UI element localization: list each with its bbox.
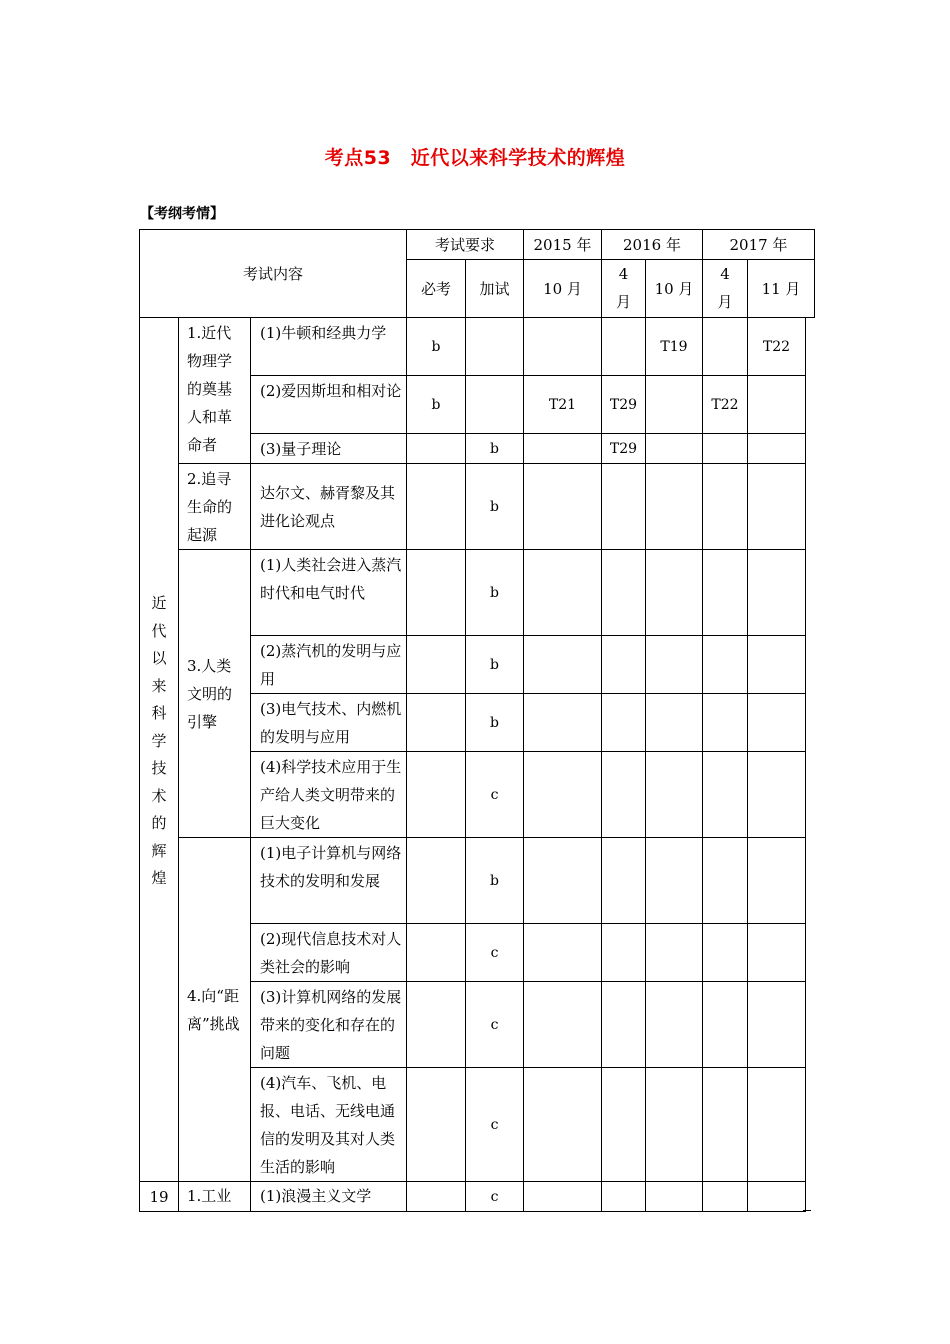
exam-2017-nov-cell xyxy=(748,434,806,464)
exam-2016-apr-cell xyxy=(602,838,646,924)
exam-2017-nov-cell xyxy=(748,982,806,1068)
exam-2015-oct-cell xyxy=(524,318,602,376)
bikao-cell xyxy=(407,924,466,982)
exam-2016-oct-cell xyxy=(646,1068,703,1182)
jiashi-cell xyxy=(466,376,524,434)
item-cell: (3)计算机网络的发展带来的变化和存在的问题 xyxy=(251,982,407,1068)
exam-2016-apr-cell xyxy=(602,550,646,636)
exam-2015-oct-cell xyxy=(524,464,602,550)
bikao-cell xyxy=(407,1068,466,1182)
exam-2017-nov-cell: T22 xyxy=(748,318,806,376)
exam-2016-oct-cell xyxy=(646,924,703,982)
table-row xyxy=(140,838,815,924)
jiashi-cell: b xyxy=(466,550,524,636)
exam-2016-apr-cell xyxy=(602,924,646,982)
item-cell: (1)浪漫主义文学 xyxy=(251,1182,407,1212)
jiashi-cell: c xyxy=(466,982,524,1068)
exam-2017-apr-cell: T22 xyxy=(703,376,748,434)
item-cell: (4)汽车、飞机、电报、电话、无线电通信的发明及其对人类生活的影响 xyxy=(251,1068,407,1182)
header-2016-apr: 4 月 xyxy=(602,260,646,318)
exam-2017-nov-cell xyxy=(748,1068,806,1182)
exam-2017-nov-cell xyxy=(748,376,806,434)
jiashi-cell: b xyxy=(466,464,524,550)
item-cell: (1)牛顿和经典力学 xyxy=(251,318,407,376)
exam-2015-oct-cell xyxy=(524,982,602,1068)
header-2016-oct: 10 月 xyxy=(646,260,703,318)
header-2017-nov: 11 月 xyxy=(748,260,815,318)
item-cell: (1)电子计算机与网络技术的发明和发展 xyxy=(251,838,407,924)
jiashi-cell: b xyxy=(466,694,524,752)
exam-2015-oct-cell xyxy=(524,838,602,924)
header-2015-oct: 10 月 xyxy=(524,260,602,318)
exam-2015-oct-cell xyxy=(524,924,602,982)
header-year-2015: 2015 年 xyxy=(524,230,602,260)
exam-2017-nov-cell xyxy=(748,694,806,752)
item-cell: 达尔文、赫胥黎及其进化论观点 xyxy=(251,464,407,550)
theme-label: 近 代 以 来 科 学 技 术 的 辉 煌 xyxy=(151,594,167,887)
exam-2016-apr-cell xyxy=(602,982,646,1068)
exam-2016-oct-cell xyxy=(646,838,703,924)
header-jiashi: 加试 xyxy=(466,260,524,318)
table-row xyxy=(140,550,815,636)
table-row xyxy=(140,1182,815,1212)
header-bikao: 必考 xyxy=(407,260,466,318)
bikao-cell: b xyxy=(407,376,466,434)
bikao-cell xyxy=(407,838,466,924)
item-cell: (2)现代信息技术对人类社会的影响 xyxy=(251,924,407,982)
jiashi-cell: c xyxy=(466,1182,524,1212)
exam-2016-apr-cell xyxy=(602,752,646,838)
exam-2015-oct-cell: T21 xyxy=(524,376,602,434)
topic-2: 2.追寻生命的起源 xyxy=(179,464,251,550)
exam-2017-nov-cell xyxy=(748,550,806,636)
exam-2017-nov-cell xyxy=(748,838,806,924)
item-cell: (2)爱因斯坦和相对论 xyxy=(251,376,407,434)
exam-2017-apr-cell xyxy=(703,838,748,924)
exam-2016-apr-cell xyxy=(602,694,646,752)
header-year-2017: 2017 年 xyxy=(703,230,815,260)
exam-2016-apr-cell xyxy=(602,318,646,376)
bikao-cell xyxy=(407,982,466,1068)
exam-2015-oct-cell xyxy=(524,752,602,838)
header-2017-apr: 4 月 xyxy=(703,260,748,318)
exam-2016-oct-cell xyxy=(646,982,703,1068)
exam-2016-oct-cell xyxy=(646,694,703,752)
bikao-cell xyxy=(407,550,466,636)
exam-2015-oct-cell xyxy=(524,636,602,694)
exam-2016-oct-cell xyxy=(646,376,703,434)
jiashi-cell: b xyxy=(466,838,524,924)
bikao-cell xyxy=(407,464,466,550)
bikao-cell xyxy=(407,636,466,694)
exam-2016-apr-cell xyxy=(602,464,646,550)
item-cell: (4)科学技术应用于生产给人类文明带来的巨大变化 xyxy=(251,752,407,838)
exam-2017-nov-cell xyxy=(748,636,806,694)
header-content: 考试内容 xyxy=(140,230,407,318)
table-row xyxy=(140,318,815,376)
exam-2016-apr-cell xyxy=(602,1068,646,1182)
exam-2017-apr-cell xyxy=(703,464,748,550)
page-title: 考点53 近代以来科学技术的辉煌 xyxy=(324,147,626,169)
header-year-2016: 2016 年 xyxy=(602,230,703,260)
table-edge-stub xyxy=(803,1210,811,1211)
exam-2017-apr-cell xyxy=(703,318,748,376)
exam-2017-apr-cell xyxy=(703,694,748,752)
topic-3: 3.人类文明的引擎 xyxy=(179,550,251,838)
exam-2016-apr-cell: T29 xyxy=(602,376,646,434)
exam-2016-apr-cell: T29 xyxy=(602,434,646,464)
topic-1: 1.近代物理学的奠基人和革命者 xyxy=(179,318,251,464)
bikao-cell xyxy=(407,1182,466,1212)
exam-2017-nov-cell xyxy=(748,924,806,982)
exam-2016-oct-cell xyxy=(646,752,703,838)
table-row xyxy=(140,464,815,550)
exam-2015-oct-cell xyxy=(524,550,602,636)
header-row-1 xyxy=(140,230,815,260)
exam-2015-oct-cell xyxy=(524,1068,602,1182)
jiashi-cell: c xyxy=(466,752,524,838)
topic-next: 1.工业 xyxy=(179,1182,251,1212)
exam-2017-apr-cell xyxy=(703,550,748,636)
exam-2017-apr-cell xyxy=(703,636,748,694)
jiashi-cell: b xyxy=(466,434,524,464)
exam-2016-oct-cell xyxy=(646,434,703,464)
exam-2016-apr-cell xyxy=(602,636,646,694)
jiashi-cell: c xyxy=(466,1068,524,1182)
exam-2015-oct-cell xyxy=(524,434,602,464)
item-cell: (2)蒸汽机的发明与应用 xyxy=(251,636,407,694)
exam-2016-oct-cell xyxy=(646,550,703,636)
theme-cell xyxy=(140,318,179,1182)
bikao-cell: b xyxy=(407,318,466,376)
section-heading: 【考纲考情】 xyxy=(140,206,224,222)
jiashi-cell xyxy=(466,318,524,376)
exam-2017-nov-cell xyxy=(748,464,806,550)
bikao-cell xyxy=(407,434,466,464)
jiashi-cell: b xyxy=(466,636,524,694)
jiashi-cell: c xyxy=(466,924,524,982)
exam-2016-oct-cell xyxy=(646,464,703,550)
exam-table xyxy=(139,229,815,1212)
topic-4: 4.向“距离”挑战 xyxy=(179,838,251,1182)
exam-2017-apr-cell xyxy=(703,752,748,838)
exam-2016-oct-cell: T19 xyxy=(646,318,703,376)
exam-2017-apr-cell xyxy=(703,434,748,464)
exam-2017-nov-cell xyxy=(748,752,806,838)
exam-2017-apr-cell xyxy=(703,924,748,982)
exam-2016-oct-cell xyxy=(646,636,703,694)
item-cell: (3)电气技术、内燃机的发明与应用 xyxy=(251,694,407,752)
bikao-cell xyxy=(407,752,466,838)
bikao-cell xyxy=(407,694,466,752)
item-cell: (1)人类社会进入蒸汽时代和电气时代 xyxy=(251,550,407,636)
exam-2017-apr-cell xyxy=(703,982,748,1068)
exam-2015-oct-cell xyxy=(524,694,602,752)
theme-cell-next: 19 xyxy=(140,1182,179,1212)
exam-2017-apr-cell xyxy=(703,1068,748,1182)
item-cell: (3)量子理论 xyxy=(251,434,407,464)
header-requirement: 考试要求 xyxy=(407,230,524,260)
